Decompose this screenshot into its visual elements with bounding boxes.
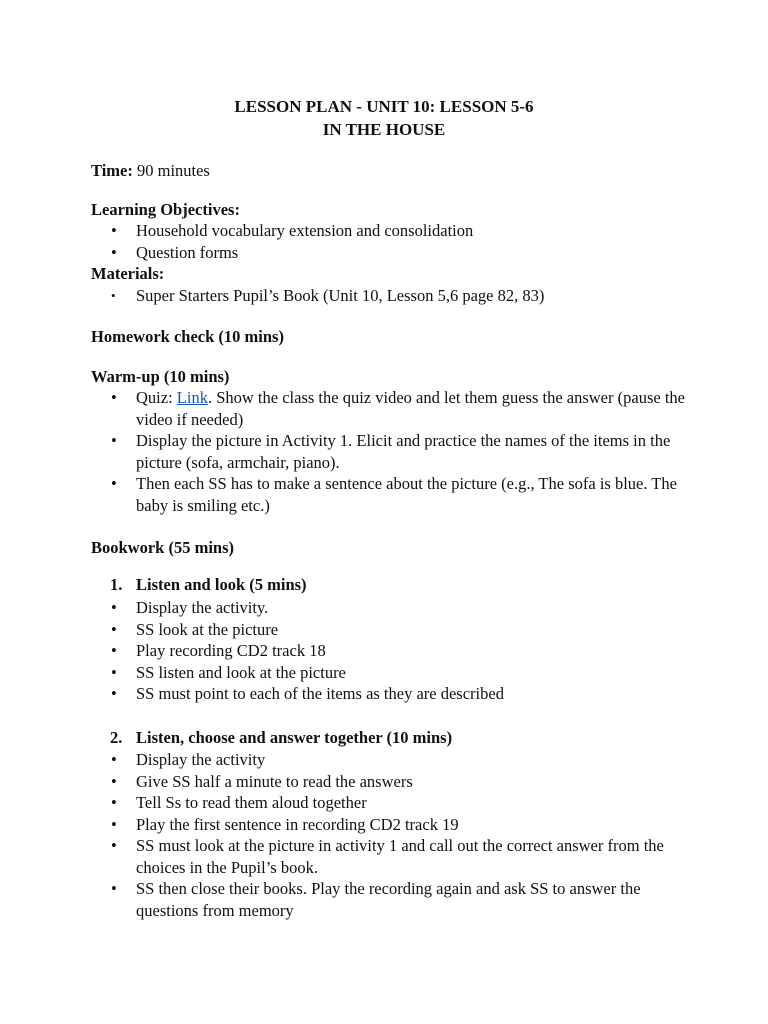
homework-heading: Homework check (10 mins)	[91, 327, 284, 346]
section-2-number: 2.	[110, 728, 123, 747]
warmup-list	[91, 387, 691, 516]
quiz-link[interactable]: Link	[176, 388, 208, 407]
section-2-title: Listen, choose and answer together (10 mins)	[136, 728, 453, 747]
bookwork-heading: Bookwork (55 mins)	[91, 538, 235, 557]
list-item: • SS must look at the picture in activity 1 and call out the correct answer from the choices in the Pupil’s book.	[91, 835, 691, 878]
list-item: • Play the first sentence in recording CD2 track 19	[91, 814, 691, 836]
section-1-list	[91, 597, 691, 705]
section-1-title: Listen and look (5 mins)	[136, 575, 307, 594]
list-item	[91, 387, 691, 430]
document-title: LESSON PLAN - UNIT 10: LESSON 5-6	[234, 97, 534, 116]
list-item: • Question forms	[91, 242, 691, 264]
list-item: • Play recording CD2 track 18	[91, 640, 691, 662]
list-item: • Display the activity.	[91, 597, 691, 619]
section-1-heading	[110, 574, 307, 596]
list-item: • Then each SS has to make a sentence about the picture (e.g., The sofa is blue. The baby is smiling etc.)	[91, 473, 691, 516]
document-subtitle: IN THE HOUSE	[322, 120, 446, 139]
quiz-text: . Show the class the quiz video and let them guess the answer (pause the video if needed)	[136, 388, 685, 429]
time-line	[91, 160, 210, 182]
list-item: • SS look at the picture	[91, 619, 691, 641]
list-item: • SS listen and look at the picture	[91, 662, 691, 684]
quiz-prefix: Quiz:	[136, 388, 177, 407]
list-item: • Super Starters Pupil’s Book (Unit 10, Lesson 5,6 page 82, 83)	[91, 285, 691, 307]
section-1-number: 1.	[110, 575, 123, 594]
list-item: • Display the activity	[91, 749, 691, 771]
list-item: • Household vocabulary extension and consolidation	[91, 220, 691, 242]
section-2-list	[91, 749, 691, 921]
list-item: • Tell Ss to read them aloud together	[91, 792, 691, 814]
warmup-heading: Warm-up (10 mins)	[91, 367, 230, 386]
list-item: • Give SS half a minute to read the answers	[91, 771, 691, 793]
materials-heading: Materials:	[91, 264, 165, 283]
list-item: • SS must point to each of the items as they are described	[91, 683, 691, 705]
objectives-list	[91, 220, 691, 263]
materials-list	[91, 285, 691, 307]
section-2-heading	[110, 727, 452, 749]
list-item: • SS then close their books. Play the recording again and ask SS to answer the questions from memory	[91, 878, 691, 921]
time-label: Time:	[91, 161, 133, 180]
objectives-heading: Learning Objectives:	[91, 200, 240, 219]
list-item: • Display the picture in Activity 1. Elicit and practice the names of the items in the picture (sofa, armchair, piano).	[91, 430, 691, 473]
time-value: 90 minutes	[132, 161, 210, 180]
